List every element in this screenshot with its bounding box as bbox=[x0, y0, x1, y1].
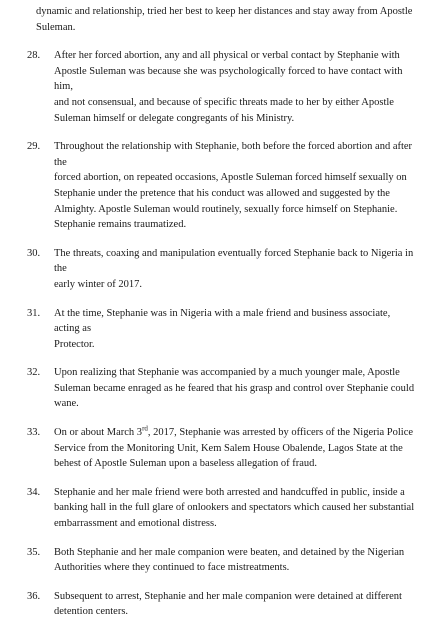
paragraph-number: 33. bbox=[27, 427, 41, 439]
text-line: Almighty. Apostle Suleman would routinely, sexually force himself on Stephanie. bbox=[54, 203, 398, 215]
paragraph-number: 36. bbox=[27, 590, 41, 602]
continued-paragraph bbox=[36, 4, 417, 35]
paragraph-number: 30. bbox=[27, 247, 41, 259]
paragraph-number: 28. bbox=[27, 50, 41, 62]
text-line: banking hall in the full glare of onlookers and spectators which caused her substantial bbox=[54, 502, 415, 514]
text-line: Stephanie remains traumatized. bbox=[54, 219, 187, 231]
text-line bbox=[54, 425, 417, 441]
paragraph-number: 35. bbox=[27, 546, 41, 558]
text-line: After her forced abortion, any and all physical or verbal contact by Stephanie with bbox=[54, 50, 400, 62]
paragraph-text bbox=[54, 545, 417, 576]
text-line: detention centers. bbox=[54, 606, 129, 618]
paragraph-number: 34. bbox=[27, 486, 41, 498]
text-line: Throughout the relationship with Stephanie, both before the forced abortion and after the bbox=[54, 141, 413, 168]
paragraph-31 bbox=[27, 306, 417, 353]
paragraph-text bbox=[54, 139, 417, 233]
paragraph-34 bbox=[27, 485, 417, 532]
text-line: The threats, coaxing and manipulation eventually forced Stephanie back to Nigeria in the bbox=[54, 247, 414, 275]
text-line: Apostle Suleman was because she was psychologically forced to have contact with him, bbox=[54, 65, 403, 93]
text-line: embarrassment and emotional distress. bbox=[54, 518, 217, 530]
paragraph-29 bbox=[27, 139, 417, 233]
text-line: Suleman himself or delegate congregants of his Ministry. bbox=[54, 112, 295, 124]
text-line: and not consensual, and because of specific threats made to her by either Apostle bbox=[54, 96, 394, 108]
paragraph-number: 32. bbox=[27, 367, 41, 379]
text-line: Both Stephanie and her male companion were beaten, and detained by the Nigerian bbox=[54, 546, 405, 558]
text-fragment: , 2017, Stephanie was arrested by officers of the Nigeria Police bbox=[147, 427, 414, 439]
paragraph-text bbox=[54, 485, 417, 532]
text-line: Upon realizing that Stephanie was accompanied by a much younger male, Apostle bbox=[54, 367, 400, 379]
paragraph-number: 31. bbox=[27, 307, 41, 319]
text-line: Service from the Monitoring Unit, Kem Salem House Obalende, Lagos State at the bbox=[54, 442, 403, 454]
paragraph-text bbox=[54, 306, 417, 353]
text-line: Subsequent to arrest, Stephanie and her male companion were detained at different bbox=[54, 590, 402, 602]
text-line: behest of Apostle Suleman upon a baseless allegation of fraud. bbox=[54, 458, 318, 470]
paragraph-text bbox=[54, 365, 417, 412]
paragraph-30 bbox=[27, 246, 417, 293]
text-line: Stephanie and her male friend were both arrested and handcuffed in public, inside a bbox=[54, 486, 405, 498]
text-line: Protector. bbox=[54, 338, 95, 350]
text-line: Authorities where they continued to face mistreatments. bbox=[54, 562, 290, 574]
text-line: Suleman. bbox=[36, 21, 76, 33]
text-line: Stephanie under the pretence that his conduct was allowed and suggested by the bbox=[54, 187, 390, 199]
paragraph-32 bbox=[27, 365, 417, 412]
paragraph-number: 29. bbox=[27, 141, 41, 153]
paragraph-35 bbox=[27, 545, 417, 576]
text-line: forced abortion, on repeated occasions, Apostle Suleman forced himself sexually on bbox=[54, 172, 407, 184]
text-fragment: On or about March 3 bbox=[54, 427, 143, 439]
text-line: wane. bbox=[54, 398, 79, 410]
text-line: early winter of 2017. bbox=[54, 278, 143, 290]
text-line: Suleman became enraged as he feared that his grasp and control over Stephanie could bbox=[54, 382, 415, 394]
paragraph-text bbox=[54, 425, 417, 472]
text-line: dynamic and relationship, tried her best to keep her distances and stay away from Apostle bbox=[36, 6, 413, 17]
paragraph-text bbox=[54, 48, 417, 126]
paragraph-text bbox=[54, 589, 417, 620]
paragraph-28 bbox=[27, 48, 417, 126]
text-line: At the time, Stephanie was in Nigeria with a male friend and business associate, acting as bbox=[54, 307, 391, 335]
paragraph-33 bbox=[27, 425, 417, 472]
ordinal-suffix: rd bbox=[142, 424, 148, 433]
paragraph-36 bbox=[27, 589, 417, 620]
paragraph-text bbox=[54, 246, 417, 293]
